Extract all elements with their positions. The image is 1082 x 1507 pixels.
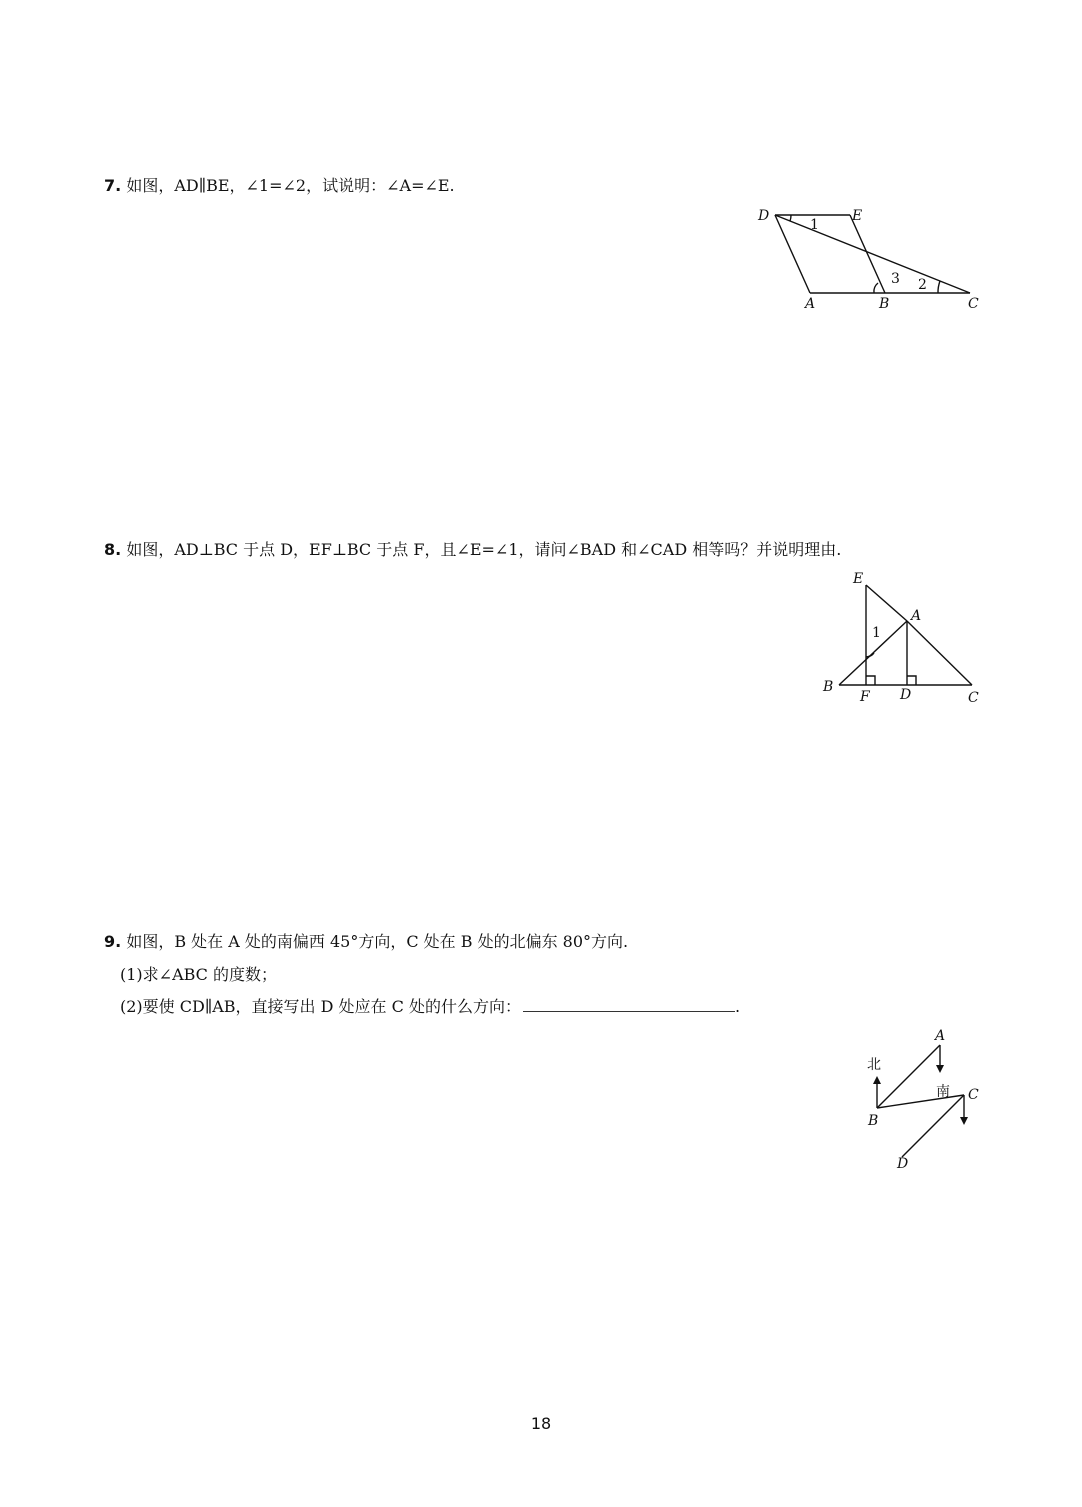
question-9-part-2 [120,997,740,1017]
question-9-part-1: (1)求∠ABC 的度数； [120,965,278,984]
question-8-number: 8. [104,540,122,559]
figure-7-label-B: B [879,296,890,312]
question-9-part-2-text: (2)要使 CD∥AB，直接写出 D 处应在 C 处的什么方向： [120,997,521,1016]
figure-9-label-north: 北 [867,1057,881,1073]
question-7 [104,176,455,196]
figure-9-label-B: B [868,1113,879,1129]
figure-9-label-D: D [897,1156,909,1172]
answer-blank[interactable] [523,997,735,1012]
figure-8-label-B: B [823,679,834,695]
figure-9-label-A: A [935,1028,946,1044]
page-number: 18 [530,1414,552,1433]
question-9-number: 9. [104,932,122,951]
question-9-text: 如图，B 处在 A 处的南偏西 45°方向，C 处在 B 处的北偏东 80°方向. [126,932,629,951]
figure-8-label-A: A [911,608,922,624]
figure-8-label-D: D [900,687,912,703]
question-8 [104,540,841,560]
figure-8-label-F: F [860,689,870,705]
figure-9-label-south: 南 [936,1084,950,1100]
figure-7-label-D: D [758,208,770,224]
figure-7 [750,200,990,320]
figure-8-label-C: C [968,690,979,706]
figure-7-label-C: C [968,296,979,312]
figure-8 [815,565,990,710]
figure-9 [860,1025,990,1175]
question-9 [104,932,628,952]
figure-9-lines [877,1045,964,1157]
figure-9-label-C: C [968,1087,979,1103]
figure-7-angle-1: 1 [810,217,819,233]
figure-7-label-A: A [805,296,816,312]
figure-8-lines [839,585,972,685]
question-8-text: 如图，AD⊥BC 于点 D，EF⊥BC 于点 F，且∠E=∠1，请问∠BAD 和∠CAD 相等吗？并说明理由. [126,540,842,559]
question-7-text: 如图，AD∥BE，∠1=∠2，试说明：∠A=∠E. [126,176,455,195]
figure-7-lines [775,215,970,293]
figure-8-angle-1: 1 [872,625,881,641]
figure-7-angle-3: 3 [891,271,900,287]
figure-8-label-E: E [853,571,864,587]
figure-7-angle-2: 2 [918,277,927,293]
question-7-number: 7. [104,176,122,195]
figure-7-label-E: E [852,208,863,224]
question-9-part-2-end: . [734,997,741,1016]
